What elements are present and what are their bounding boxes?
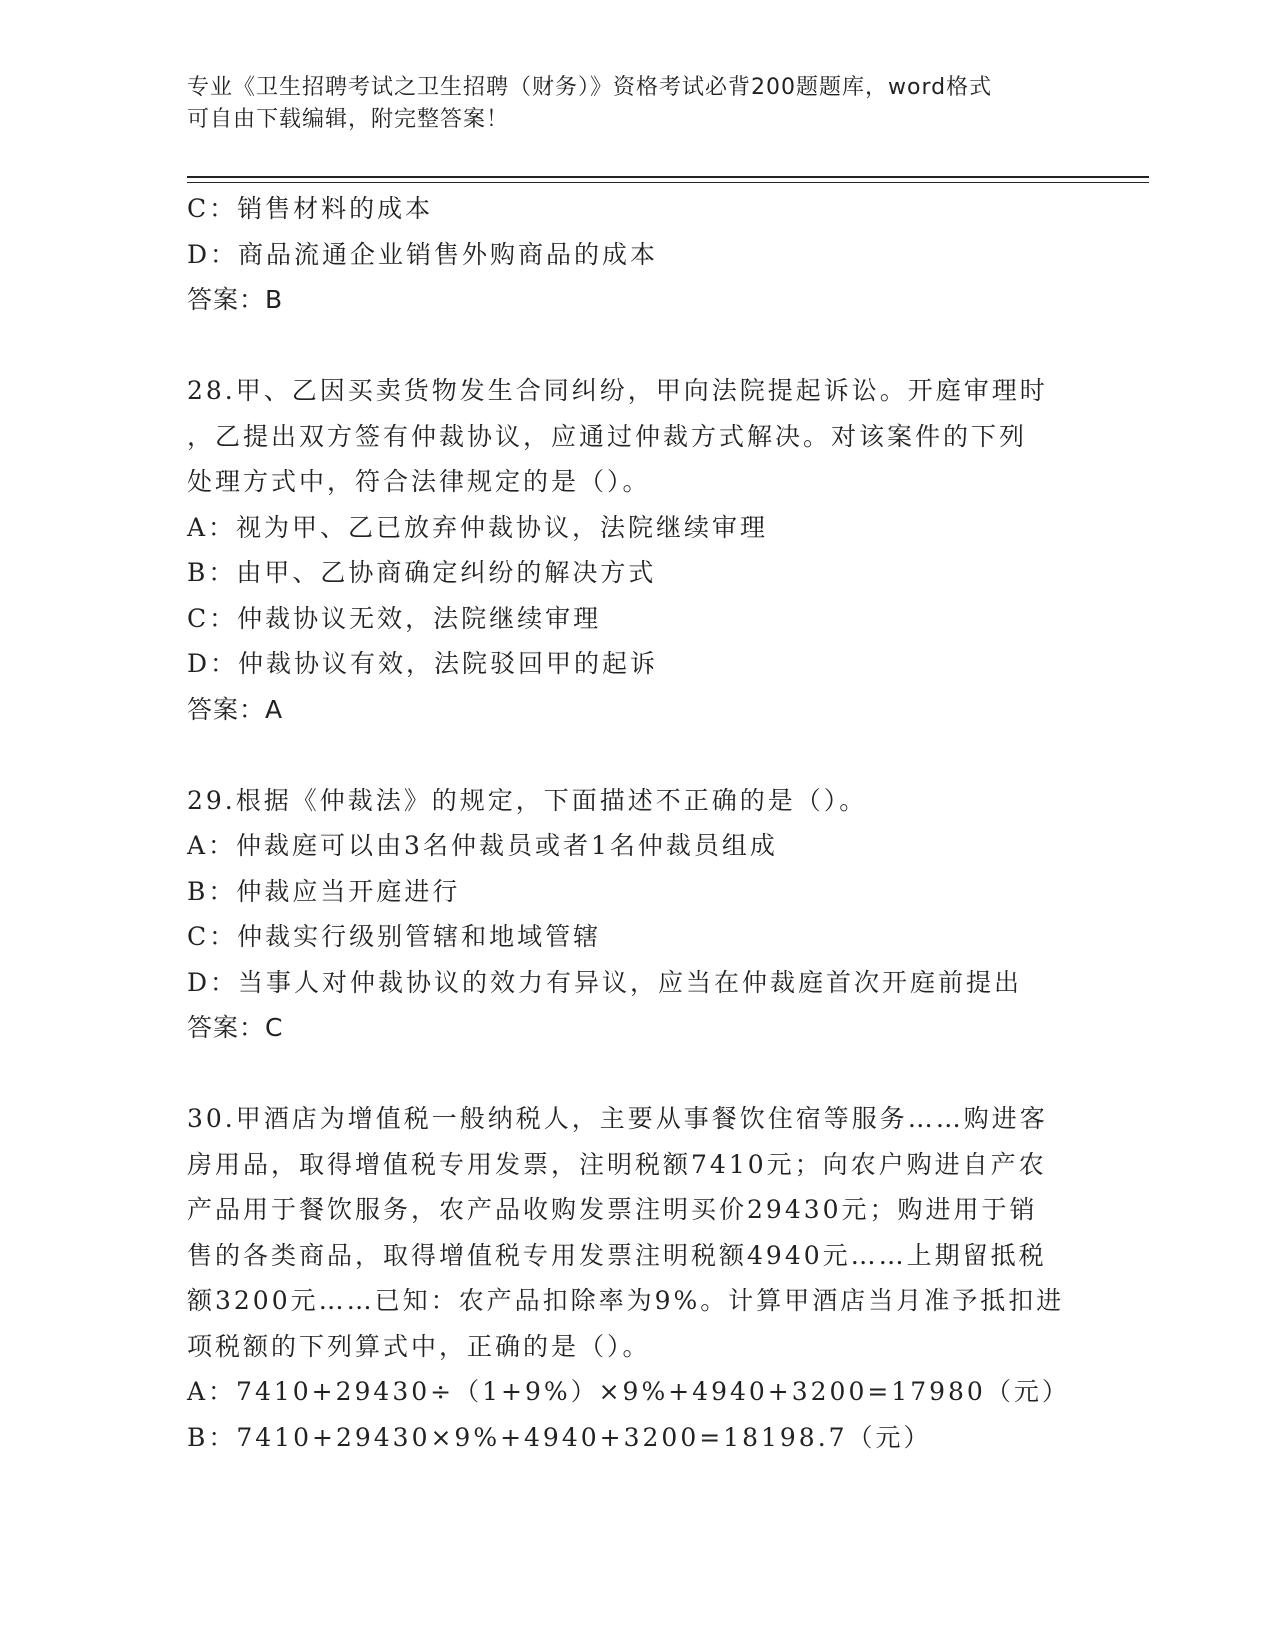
question-stem-line: 房用品，取得增值税专用发票，注明税额7410元；向农户购进自产农	[187, 1149, 1047, 1179]
header-divider-thick	[187, 176, 1149, 178]
question-stem-line: 29.根据《仲裁法》的规定，下面描述不正确的是（）。	[187, 785, 868, 815]
option-b: B：7410+29430×9%+4940+3200=18198.7（元）	[187, 1422, 932, 1452]
answer-line: 答案：C	[187, 1013, 284, 1042]
header-line-1: 专业《卫生招聘考试之卫生招聘（财务）》资格考试必背200题题库，word格式	[187, 75, 993, 100]
option-a: A：视为甲、乙已放弃仲裁协议，法院继续审理	[187, 512, 769, 542]
option-c: C：销售材料的成本	[187, 194, 434, 223]
option-d: D：仲裁协议有效，法院驳回甲的起诉	[187, 649, 659, 678]
option-d: D：商品流通企业销售外购商品的成本	[187, 239, 659, 269]
answer-line: 答案：A	[187, 694, 284, 724]
question-stem-line: 额3200元……已知：农产品扣除率为9%。计算甲酒店当月准予抵扣进	[187, 1286, 1065, 1315]
option-b: B：由甲、乙协商确定纠纷的解决方式	[187, 558, 657, 587]
question-stem-line: 处理方式中，符合法律规定的是（）。	[187, 467, 651, 496]
option-c: C：仲裁协议无效，法院继续审理	[187, 603, 602, 633]
option-b: B：仲裁应当开庭进行	[187, 876, 461, 906]
option-d: D：当事人对仲裁协议的效力有异议，应当在仲裁庭首次开庭前提出	[187, 967, 1023, 997]
question-stem-line: 28.甲、乙因买卖货物发生合同纠纷，甲向法院提起诉讼。开庭审理时	[187, 376, 1048, 405]
header-line-2: 可自由下载编辑，附完整答案！	[187, 107, 510, 132]
header-divider-thin	[187, 182, 1149, 183]
question-30	[187, 1096, 1087, 1460]
answer-line: 答案：B	[187, 285, 284, 314]
option-a: A：7410+29430÷（1+9%）×9%+4940+3200=17980（元）	[187, 1377, 1070, 1406]
question-stem-line: 产品用于餐饮服务，农产品收购发票注明买价29430元；购进用于销	[187, 1195, 1038, 1224]
question-29	[187, 778, 1087, 1051]
question-stem-line: 项税额的下列算式中，正确的是（）。	[187, 1331, 651, 1361]
question-stem-line: ，乙提出双方签有仲裁协议，应通过仲裁方式解决。对该案件的下列	[187, 421, 1028, 451]
option-c: C：仲裁实行级别管辖和地域管辖	[187, 922, 602, 951]
question-stem-line: 售的各类商品，取得增值税专用发票注明税额4940元……上期留抵税	[187, 1240, 1047, 1270]
question-content	[187, 186, 1087, 1460]
option-a: A：仲裁庭可以由3名仲裁员或者1名仲裁员组成	[187, 831, 778, 860]
previous-question-tail	[187, 186, 1087, 323]
question-28	[187, 368, 1087, 732]
question-stem-line: 30.甲酒店为增值税一般纳税人，主要从事餐饮住宿等服务……购进客	[187, 1104, 1048, 1133]
document-header	[187, 72, 1067, 136]
